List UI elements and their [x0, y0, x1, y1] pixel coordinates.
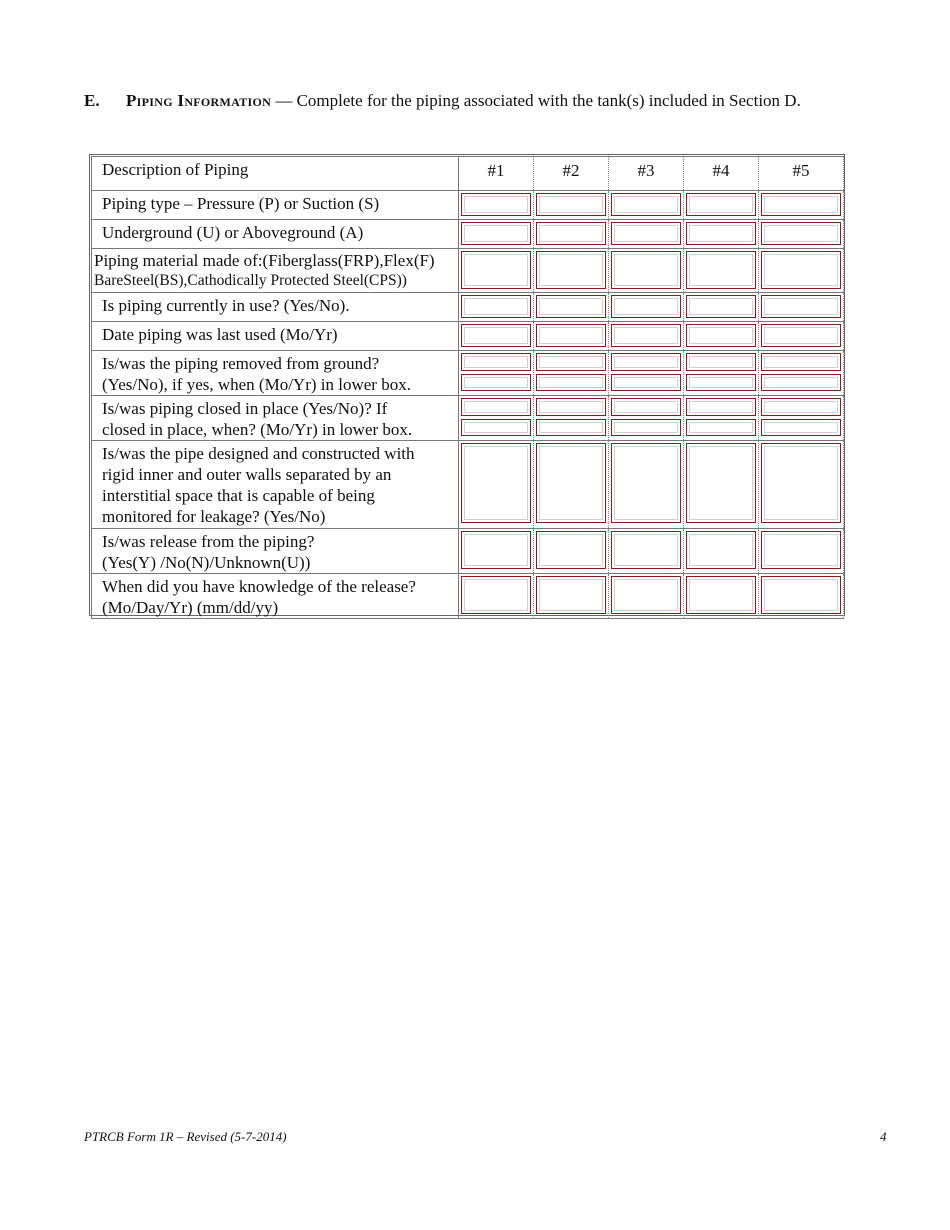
input-box-lower[interactable] — [611, 419, 681, 437]
input-box[interactable] — [461, 251, 531, 289]
input-box[interactable] — [761, 576, 841, 614]
input-box-lower[interactable] — [686, 374, 756, 392]
input-box[interactable] — [461, 324, 531, 347]
input-box[interactable] — [761, 443, 841, 523]
input-box-lower[interactable] — [536, 374, 606, 392]
input-box-upper[interactable] — [611, 398, 681, 416]
row-label-line: When did you have knowledge of the release? — [102, 577, 416, 596]
row-label-line: Piping material made of:(Fiberglass(FRP),Flex(F) — [94, 251, 435, 270]
input-box[interactable] — [761, 324, 841, 347]
row-label-line: (Yes(Y) /No(N)/Unknown(U)) — [102, 553, 311, 572]
table-row — [92, 574, 844, 619]
input-box[interactable] — [611, 251, 681, 289]
input-box[interactable] — [611, 222, 681, 245]
row-label-line: Is/was piping closed in place (Yes/No)? If — [102, 399, 388, 418]
table-header-row — [92, 157, 844, 191]
input-box[interactable] — [461, 222, 531, 245]
input-box-upper[interactable] — [761, 398, 841, 416]
row-label-knowledge-date — [92, 574, 459, 619]
input-box[interactable] — [611, 576, 681, 614]
table-row — [92, 191, 844, 220]
row-label-line: rigid inner and outer walls separated by an — [102, 465, 392, 484]
input-box-upper[interactable] — [461, 353, 531, 371]
input-box[interactable] — [536, 443, 606, 523]
row-label-closed-in-place — [92, 396, 459, 441]
input-box[interactable] — [761, 531, 841, 569]
row-label-line: monitored for leakage? (Yes/No) — [102, 507, 326, 526]
input-box[interactable] — [536, 324, 606, 347]
header-col-3: #3 — [609, 157, 684, 191]
input-box[interactable] — [761, 295, 841, 318]
input-box[interactable] — [461, 576, 531, 614]
footer-form-name: PTRCB Form 1R – Revised (5-7-2014) — [84, 1129, 287, 1144]
input-box-upper[interactable] — [461, 398, 531, 416]
input-box-lower[interactable] — [686, 419, 756, 437]
input-box[interactable] — [611, 324, 681, 347]
table-row — [92, 441, 844, 529]
header-col-1: #1 — [459, 157, 534, 191]
row-label-underground: Underground (U) or Aboveground (A) — [92, 220, 459, 249]
input-box[interactable] — [611, 295, 681, 318]
input-box[interactable] — [611, 193, 681, 216]
section-title: Piping Information — [126, 91, 272, 110]
input-box-upper[interactable] — [686, 353, 756, 371]
input-box[interactable] — [536, 222, 606, 245]
input-box[interactable] — [536, 295, 606, 318]
row-label-line: Is/was the piping removed from ground? — [102, 354, 380, 373]
row-label-line: BareSteel(BS),Cathodically Protected Steel(CPS)) — [94, 272, 407, 289]
input-box[interactable] — [536, 193, 606, 216]
input-box[interactable] — [461, 531, 531, 569]
row-label-line: (Yes/No), if yes, when (Mo/Yr) in lower box. — [102, 375, 411, 394]
input-box[interactable] — [611, 443, 681, 523]
row-label-line: interstitial space that is capable of being — [102, 486, 375, 505]
input-box[interactable] — [761, 193, 841, 216]
table-row — [92, 249, 844, 293]
row-label-line: Is/was the pipe designed and constructed with — [102, 444, 415, 463]
input-box-upper[interactable] — [536, 398, 606, 416]
row-label-line: closed in place, when? (Mo/Yr) in lower box. — [102, 420, 413, 439]
row-label-in-use: Is piping currently in use? (Yes/No). — [92, 293, 459, 322]
table-row — [92, 351, 844, 396]
row-label-piping-type: Piping type – Pressure (P) or Suction (S) — [92, 191, 459, 220]
row-label-line: (Mo/Day/Yr) (mm/dd/yy) — [102, 598, 279, 617]
row-label-double-wall — [92, 441, 459, 529]
header-col-5: #5 — [759, 157, 844, 191]
row-label-release — [92, 529, 459, 574]
section-heading — [84, 90, 864, 112]
input-box[interactable] — [611, 531, 681, 569]
table-row — [92, 529, 844, 574]
input-box-lower[interactable] — [536, 419, 606, 437]
piping-table — [89, 154, 845, 616]
header-col-2: #2 — [534, 157, 609, 191]
input-box[interactable] — [761, 222, 841, 245]
input-box-upper[interactable] — [536, 353, 606, 371]
row-label-last-used: Date piping was last used (Mo/Yr) — [92, 322, 459, 351]
input-box[interactable] — [536, 251, 606, 289]
input-box[interactable] — [686, 324, 756, 347]
input-box-lower[interactable] — [611, 374, 681, 392]
input-box[interactable] — [686, 251, 756, 289]
header-description: Description of Piping — [92, 157, 459, 191]
row-label-removed — [92, 351, 459, 396]
input-box-upper[interactable] — [611, 353, 681, 371]
row-label-piping-material — [92, 249, 459, 293]
input-box[interactable] — [686, 222, 756, 245]
input-box-lower[interactable] — [761, 374, 841, 392]
input-box-lower[interactable] — [761, 419, 841, 437]
table-row — [92, 293, 844, 322]
input-box-upper[interactable] — [761, 353, 841, 371]
table-row — [92, 220, 844, 249]
input-box-lower[interactable] — [461, 419, 531, 437]
input-box[interactable] — [536, 531, 606, 569]
input-box[interactable] — [761, 251, 841, 289]
header-col-4: #4 — [684, 157, 759, 191]
section-instructions: — Complete for the piping associated with the tank(s) included in Section D. — [275, 91, 801, 110]
input-box-lower[interactable] — [461, 374, 531, 392]
input-box[interactable] — [461, 295, 531, 318]
input-box[interactable] — [686, 576, 756, 614]
input-box[interactable] — [686, 193, 756, 216]
input-box[interactable] — [686, 295, 756, 318]
footer-page-number: 4 — [880, 1129, 887, 1144]
input-box[interactable] — [461, 193, 531, 216]
input-box[interactable] — [461, 443, 531, 523]
section-letter: E. — [84, 91, 100, 110]
input-box[interactable] — [686, 531, 756, 569]
row-label-line: Is/was release from the piping? — [102, 532, 315, 551]
input-box[interactable] — [536, 576, 606, 614]
input-box[interactable] — [686, 443, 756, 523]
input-box-upper[interactable] — [686, 398, 756, 416]
table-row — [92, 396, 844, 441]
table-row — [92, 322, 844, 351]
